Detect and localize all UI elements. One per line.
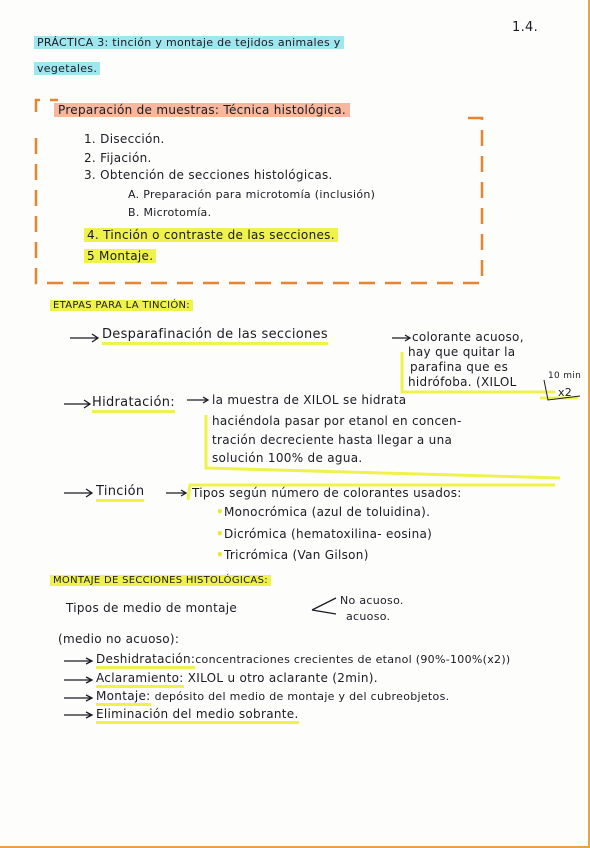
- mounting-media-option-2: acuoso.: [346, 610, 391, 623]
- hidratacion-line-3: tración decreciente hasta llegar a una: [212, 433, 453, 447]
- tincion-type-1-text: Monocrómica (azul de toluidina).: [223, 505, 431, 519]
- mounting-step-3: [96, 689, 449, 703]
- prep-item-3a: A. Preparación para microtomía (inclusión): [128, 188, 376, 201]
- tincion-text: Tinción: [96, 484, 144, 502]
- prep-item-4-text: 4. Tinción o contraste de las secciones.: [84, 228, 338, 242]
- title-highlight-2: vegetales.: [34, 62, 100, 75]
- tincion-type-1: [216, 505, 430, 519]
- bullet-icon: •: [216, 527, 224, 541]
- practice-title-line1: [34, 36, 344, 49]
- mounting-step-2-text: XILOL u otro aclarante (2min).: [187, 671, 378, 685]
- non-aqueous-label: (medio no acuoso):: [58, 632, 180, 646]
- mounting-media-option-1: No acuoso.: [340, 594, 404, 607]
- hidratacion-label: [92, 395, 175, 410]
- mounting-step-4-label: Eliminación del medio sobrante.: [96, 707, 299, 724]
- mounting-heading-text: MONTAJE DE SECCIONES HISTOLÓGICAS:: [50, 575, 271, 586]
- mounting-step-3-text: depósito del medio de montaje y del cubreobjetos.: [154, 690, 450, 703]
- title-highlight: PRÁCTICA 3: tinción y montaje de tejidos animales y: [34, 36, 344, 49]
- staining-heading-text: ETAPAS PARA LA TINCIÓN:: [50, 300, 193, 311]
- prep-item-1: 1. Disección.: [84, 132, 165, 146]
- mounting-step-3-label: Montaje:: [96, 689, 151, 706]
- prep-heading-text: Preparación de muestras: Técnica histológica.: [54, 103, 350, 117]
- desparafinacion-text: Desparafinación de las secciones: [102, 327, 328, 345]
- staining-heading: [50, 300, 193, 311]
- prep-item-2: 2. Fijación.: [84, 151, 152, 165]
- mounting-heading: [50, 575, 271, 586]
- tincion-type-2-text: Dicrómica (hematoxilina- eosina): [223, 527, 433, 541]
- tincion-type-3: [216, 548, 369, 562]
- tincion-label: [96, 484, 144, 499]
- hidratacion-line-1: la muestra de XILOL se hidrata: [212, 393, 407, 407]
- prep-item-5-text: 5 Montaje.: [84, 249, 156, 263]
- hidratacion-text: Hidratación:: [92, 395, 175, 413]
- tincion-intro: Tipos según número de colorantes usados:: [192, 486, 462, 500]
- bullet-icon: •: [216, 548, 224, 562]
- prep-item-3b: B. Microtomía.: [128, 206, 212, 219]
- prep-item-5: [84, 249, 156, 263]
- bullet-icon: •: [216, 505, 224, 519]
- prep-heading: [54, 103, 350, 117]
- desparafinacion-note-2: hay que quitar la: [408, 345, 516, 359]
- mounting-media-label: Tipos de medio de montaje: [66, 601, 238, 615]
- tincion-type-2: [216, 527, 432, 541]
- mounting-step-1-label: Deshidratación:: [96, 652, 195, 669]
- hidratacion-line-2: haciéndola pasar por etanol en concen-: [212, 414, 462, 428]
- desparafinacion-label: [102, 327, 328, 342]
- desparafinacion-note-1: colorante acuoso,: [412, 330, 524, 344]
- desparafinacion-x2: x2: [558, 386, 573, 399]
- prep-item-4: [84, 228, 338, 242]
- mounting-step-1-text: concentraciones crecientes de etanol (90%-100%(x2)): [195, 653, 511, 666]
- hidratacion-line-4: solución 100% de agua.: [212, 451, 363, 465]
- desparafinacion-side-note: 10 min: [548, 371, 582, 381]
- mounting-step-2-label: Aclaramiento:: [96, 671, 184, 688]
- tincion-type-3-text: Tricrómica (Van Gilson): [223, 548, 369, 562]
- mounting-step-4: [96, 707, 299, 721]
- desparafinacion-note-4: hidrófoba. (XILOL: [408, 375, 517, 389]
- desparafinacion-note-3: parafina que es: [410, 360, 509, 374]
- page-number: 1.4.: [512, 20, 539, 35]
- prep-item-3: 3. Obtención de secciones histológicas.: [84, 168, 333, 182]
- practice-title-line2: [34, 62, 100, 75]
- mounting-step-1: [96, 652, 511, 666]
- mounting-step-2: [96, 671, 378, 685]
